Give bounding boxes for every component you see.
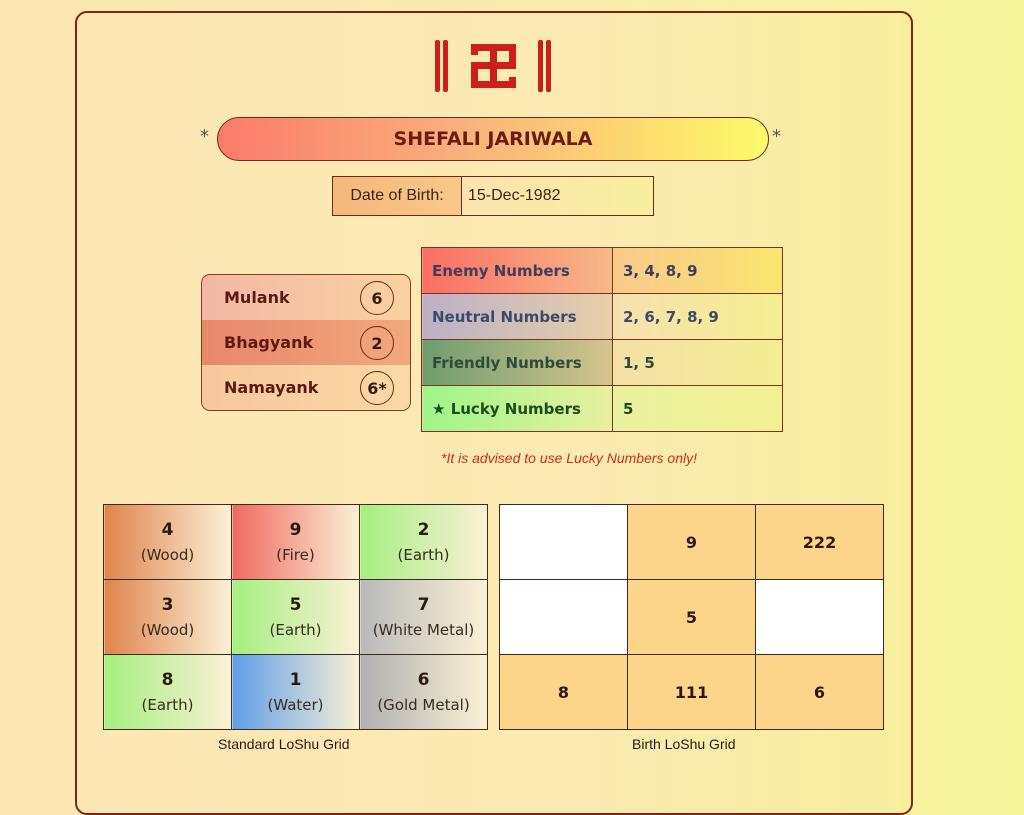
std-cell: 7 (White Metal) — [360, 580, 488, 655]
birth-cell — [756, 580, 884, 655]
friendly-numbers-value: 1, 5 — [613, 340, 783, 386]
std-cell: 2 (Earth) — [360, 505, 488, 580]
enemy-numbers-label: Enemy Numbers — [422, 248, 613, 294]
date-of-birth-box — [332, 176, 654, 216]
table-row — [422, 294, 783, 340]
bhagyank-row — [202, 320, 410, 365]
std-cell: 5 (Earth) — [232, 580, 360, 655]
std-cell: 3 (Wood) — [104, 580, 232, 655]
birth-cell: 6 — [756, 655, 884, 730]
swastika-icon — [435, 36, 551, 96]
star-icon: ★ — [432, 399, 446, 418]
birth-cell — [500, 580, 628, 655]
mulank-row — [202, 275, 410, 320]
lucky-advice-note: *It is advised to use Lucky Numbers only! — [441, 450, 698, 466]
person-name: SHEFALI JARIWALA — [393, 128, 593, 150]
birth-cell: 5 — [628, 580, 756, 655]
table-row — [422, 340, 783, 386]
bhagyank-value: 2 — [360, 326, 394, 360]
namayank-value: 6* — [360, 371, 394, 405]
enemy-numbers-value: 3, 4, 8, 9 — [613, 248, 783, 294]
lucky-numbers-value: 5 — [613, 386, 783, 432]
lucky-numbers-cell — [422, 386, 613, 432]
standard-loshu-grid — [103, 504, 488, 730]
decor-asterisk-left: * — [200, 126, 209, 147]
lucky-numbers-label: Lucky Numbers — [450, 399, 581, 418]
birth-loshu-grid — [499, 504, 884, 730]
dob-label: Date of Birth: — [333, 177, 462, 215]
table-row — [422, 386, 783, 432]
standard-grid-caption: Standard LoShu Grid — [218, 736, 350, 752]
bhagyank-label: Bhagyank — [224, 333, 314, 352]
std-cell: 6 (Gold Metal) — [360, 655, 488, 730]
mulank-value: 6 — [360, 281, 394, 315]
neutral-numbers-label: Neutral Numbers — [422, 294, 613, 340]
birth-cell: 9 — [628, 505, 756, 580]
birth-cell: 8 — [500, 655, 628, 730]
decor-asterisk-right: * — [772, 126, 781, 147]
namayank-label: Namayank — [224, 378, 319, 397]
neutral-numbers-value: 2, 6, 7, 8, 9 — [613, 294, 783, 340]
std-cell: 9 (Fire) — [232, 505, 360, 580]
std-cell: 8 (Earth) — [104, 655, 232, 730]
birth-grid-caption: Birth LoShu Grid — [632, 736, 736, 752]
birth-cell — [500, 505, 628, 580]
std-cell: 1 (Water) — [232, 655, 360, 730]
std-cell: 4 (Wood) — [104, 505, 232, 580]
namayank-row — [202, 365, 410, 410]
table-row — [422, 248, 783, 294]
number-relations-table — [421, 247, 783, 432]
friendly-numbers-label: Friendly Numbers — [422, 340, 613, 386]
dob-value: 15-Dec-1982 — [462, 177, 653, 215]
birth-cell: 222 — [756, 505, 884, 580]
mulank-label: Mulank — [224, 288, 290, 307]
person-name-banner — [217, 117, 769, 161]
birth-cell: 111 — [628, 655, 756, 730]
core-numbers-panel — [201, 274, 411, 411]
